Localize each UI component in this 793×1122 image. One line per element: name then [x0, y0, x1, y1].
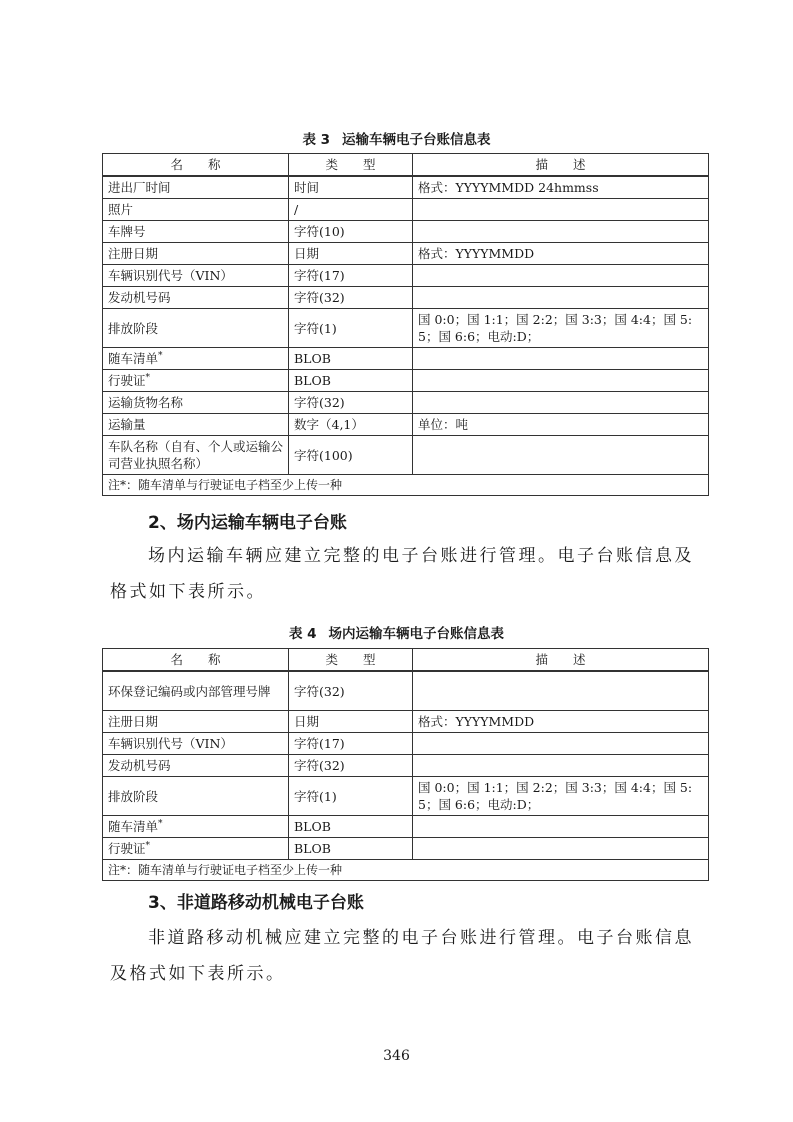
table-note: 注*：随车清单与行驶证电子档至少上传一种 [103, 860, 709, 881]
table-header-row [103, 649, 709, 672]
cell-desc [413, 348, 709, 370]
cell-name: 排放阶段 [103, 309, 289, 348]
table-row [103, 436, 709, 475]
cell-type: 字符(10) [289, 221, 413, 243]
table-note-row [103, 860, 709, 881]
section-heading: 2、场内运输车辆电子台账 [148, 513, 347, 533]
cell-desc: 格式：YYYYMMDD [413, 243, 709, 265]
cell-desc [413, 199, 709, 221]
cell-name: 排放阶段 [103, 777, 289, 816]
cell-desc [413, 436, 709, 475]
cell-type: 数字（4,1） [289, 414, 413, 436]
cell-desc: 格式：YYYYMMDD [413, 711, 709, 733]
cell-desc [413, 816, 709, 838]
cell-name: 车辆识别代号（VIN） [103, 733, 289, 755]
table-row [103, 816, 709, 838]
cell-type: 字符(17) [289, 733, 413, 755]
cell-desc [413, 392, 709, 414]
cell-type: 字符(32) [289, 755, 413, 777]
table-row [103, 733, 709, 755]
cell-type: 字符(1) [289, 777, 413, 816]
section-paragraph-text: 非道路移动机械应建立完整的电子台账进行管理。电子台账信息及格式如下表所示。 [110, 928, 694, 984]
cell-type: BLOB [289, 816, 413, 838]
table4-caption [0, 622, 793, 642]
table3 [102, 153, 709, 496]
footnote-star: * [145, 840, 151, 851]
cell-type: 时间 [289, 176, 413, 199]
table-row [103, 265, 709, 287]
cell-type: BLOB [289, 348, 413, 370]
cell-name: 发动机号码 [103, 755, 289, 777]
cell-desc [413, 265, 709, 287]
header-type: 类 型 [289, 649, 413, 672]
cell-type: 字符(32) [289, 287, 413, 309]
cell-name: 照片 [103, 199, 289, 221]
table-note-row [103, 475, 709, 496]
table-note: 注*：随车清单与行驶证电子档至少上传一种 [103, 475, 709, 496]
table3-caption-number: 表 3 [302, 132, 331, 148]
table-row [103, 414, 709, 436]
section-paragraph [110, 920, 710, 992]
table-row [103, 777, 709, 816]
table4 [102, 648, 709, 881]
cell-name-text: 行驶证 [108, 841, 146, 856]
cell-desc: 国 0:0；国 1:1；国 2:2；国 3:3；国 4:4；国 5:5；国 6:6；电动:D； [413, 777, 709, 816]
table-row [103, 348, 709, 370]
table-row [103, 755, 709, 777]
cell-name: 运输量 [103, 414, 289, 436]
cell-name-text: 随车清单 [108, 819, 159, 834]
cell-desc: 格式：YYYYMMDD 24hmmss [413, 176, 709, 199]
cell-type: BLOB [289, 370, 413, 392]
cell-name: 车牌号 [103, 221, 289, 243]
table3-caption [0, 128, 793, 148]
cell-name: 进出厂时间 [103, 176, 289, 199]
section-paragraph [110, 538, 710, 610]
header-desc: 描 述 [413, 649, 709, 672]
cell-name: 发动机号码 [103, 287, 289, 309]
cell-type: 字符(32) [289, 671, 413, 711]
cell-name: 车队名称（自有、个人或运输公司营业执照名称） [103, 436, 289, 475]
header-name: 名 称 [103, 649, 289, 672]
cell-desc: 国 0:0；国 1:1；国 2:2；国 3:3；国 4:4；国 5:5；国 6:6；电动:D； [413, 309, 709, 348]
table-row [103, 176, 709, 199]
cell-name [103, 348, 289, 370]
table-row [103, 838, 709, 860]
cell-desc [413, 370, 709, 392]
page-number: 346 [383, 1048, 410, 1064]
table-row [103, 392, 709, 414]
section-heading: 3、非道路移动机械电子台账 [148, 893, 364, 913]
cell-type: 日期 [289, 711, 413, 733]
table-row [103, 711, 709, 733]
header-name: 名 称 [103, 154, 289, 177]
footnote-star: * [158, 350, 163, 361]
cell-name: 运输货物名称 [103, 392, 289, 414]
table4-caption-number: 表 4 [288, 626, 317, 642]
cell-name [103, 838, 289, 860]
cell-name-text: 行驶证 [108, 373, 146, 388]
cell-type: 字符(17) [289, 265, 413, 287]
footnote-star: * [145, 372, 151, 383]
cell-name: 注册日期 [103, 711, 289, 733]
cell-desc [413, 755, 709, 777]
cell-name [103, 816, 289, 838]
header-type: 类 型 [289, 154, 413, 177]
header-desc: 描 述 [413, 154, 709, 177]
table-row [103, 243, 709, 265]
cell-type: 字符(32) [289, 392, 413, 414]
cell-name: 车辆识别代号（VIN） [103, 265, 289, 287]
section-paragraph-text: 场内运输车辆应建立完整的电子台账进行管理。电子台账信息及格式如下表所示。 [110, 546, 694, 602]
cell-type: 字符(1) [289, 309, 413, 348]
cell-desc [413, 287, 709, 309]
table-row [103, 221, 709, 243]
cell-desc [413, 733, 709, 755]
cell-desc [413, 838, 709, 860]
cell-type: 字符(100) [289, 436, 413, 475]
cell-type: 日期 [289, 243, 413, 265]
table-row [103, 199, 709, 221]
cell-name [103, 370, 289, 392]
table-row [103, 309, 709, 348]
table4-caption-title: 场内运输车辆电子台账信息表 [328, 626, 505, 642]
cell-desc [413, 221, 709, 243]
cell-name-text: 随车清单 [108, 351, 159, 366]
cell-type: BLOB [289, 838, 413, 860]
cell-name: 环保登记编码或内部管理号牌 [103, 671, 289, 711]
cell-type: / [289, 199, 413, 221]
cell-name: 注册日期 [103, 243, 289, 265]
table-row [103, 370, 709, 392]
table3-caption-title: 运输车辆电子台账信息表 [342, 132, 491, 148]
cell-desc [413, 671, 709, 711]
cell-desc: 单位：吨 [413, 414, 709, 436]
table-row [103, 287, 709, 309]
table-row [103, 671, 709, 711]
table-header-row [103, 154, 709, 177]
footnote-star: * [158, 818, 163, 829]
